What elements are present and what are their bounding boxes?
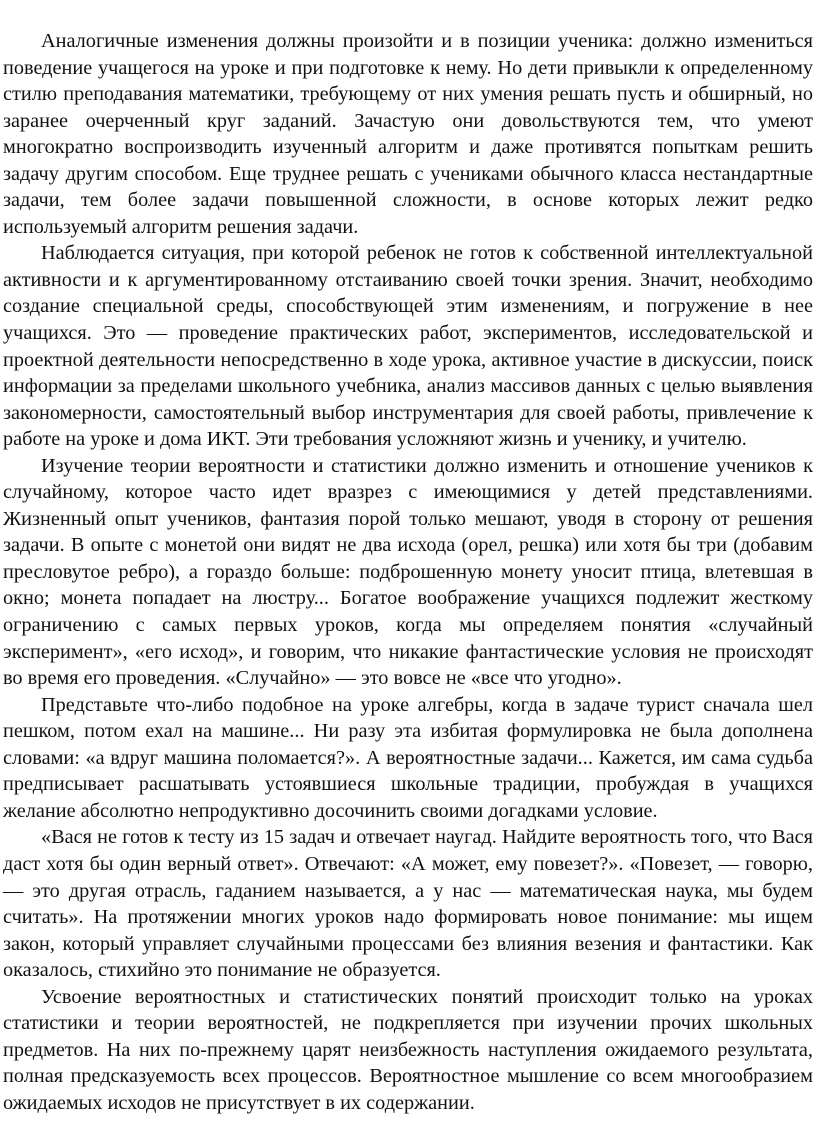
paragraph-2: Наблюдается ситуация, при которой ребенок не готов к собственной интеллектуальной активности и к аргументированному отстаиванию своей точки зрения. Значит, необходимо создание специальной среды, способствующей этим изменениям, и погружение в нее учащихся. Это — проведение практических работ, экспериментов, исследовательской и проектной деятельности непосредственно в ходе урока, активное участие в дискуссии, поиск информации за пределами школьного учебника, анализ массивов данных с целью выявления закономерности, самостоятельный выбор инструментария для своей работы, привлечение к работе на уроке и дома ИКТ. Эти требования усложняют жизнь и ученику, и учителю.: [3, 242, 813, 451]
paragraph-6: Усвоение вероятностных и статистических понятий происходит только на уроках статистики и теории вероятностей, не подкрепляется при изучении прочих школьных предметов. На них по-прежнему царят неизбежность наступления ожидаемого результата, полная предсказуемость всех процессов. Вероятностное мышление со всем многообразием ожидаемых исходов не присутствует в их содержании.: [3, 985, 813, 1114]
paragraph-5: «Вася не готов к тесту из 15 задач и отвечает наугад. Найдите вероятность того, что Вася даст хотя бы один верный ответ». Отвечают: «А может, ему повезет?». «Повезет, — говорю, — это другая отрасль, гаданием называется, а у нас — математическая наука, мы будем считать». На протяжении многих уроков надо формировать новое понимание: мы ищем закон, который управляет случайными процессами без влияния везения и фантастики. Как оказалось, стихийно это понимание не образуется.: [3, 826, 813, 982]
paragraph-4: Представьте что-либо подобное на уроке алгебры, когда в задаче турист сначала шел пешком, потом ехал на машине... Ни разу эта избитая формулировка не была дополнена словами: «а вдруг машина поломается?». А вероятностные задачи... Кажется, им сама судьба предписывает расшатывать устоявшиеся школьные традиции, пробуждая в учащихся желание абсолютно непродуктивно досочинить своими догадками условие.: [3, 693, 813, 822]
paragraph-1: Аналогичные изменения должны произойти и в позиции ученика: должно измениться поведение учащегося на уроке и при подготовке к нему. Но дети привыкли к определенному стилю преподавания математики, требующему от них умения решать пусть и обширный, но заранее очерченный круг заданий. Зачастую они довольствуются тем, что умеют многократно воспроизводить изученный алгоритм и даже противятся попыткам решить задачу другим способом. Еще труднее решать с учениками обычного класса нестандартные задачи, тем более задачи повышенной сложности, в основе которых лежит редко используемый алгоритм решения задачи.: [3, 30, 813, 238]
paragraph-3: Изучение теории вероятности и статистики должно изменить и отношение учеников к случайному, которое часто идет вразрез с имеющимися у детей представлениями. Жизненный опыт учеников, фантазия порой только мешают, уводя в сторону от решения задачи. В опыте с монетой они видят не два исхода (орел, решка) или хотя бы три (добавим пресловутое ребро), а гораздо больше: подброшенную монету уносит птица, влетевшая в окно; монета попадает на люстру... Богатое воображение учащихся подлежит жесткому ограничению с самых первых уроков, когда мы определяем понятия «случайный эксперимент», «его исход», и говорим, что никакие фантастические условия не происходят во время его проведения. «Случайно» — это вовсе не «все что угодно».: [3, 454, 813, 690]
